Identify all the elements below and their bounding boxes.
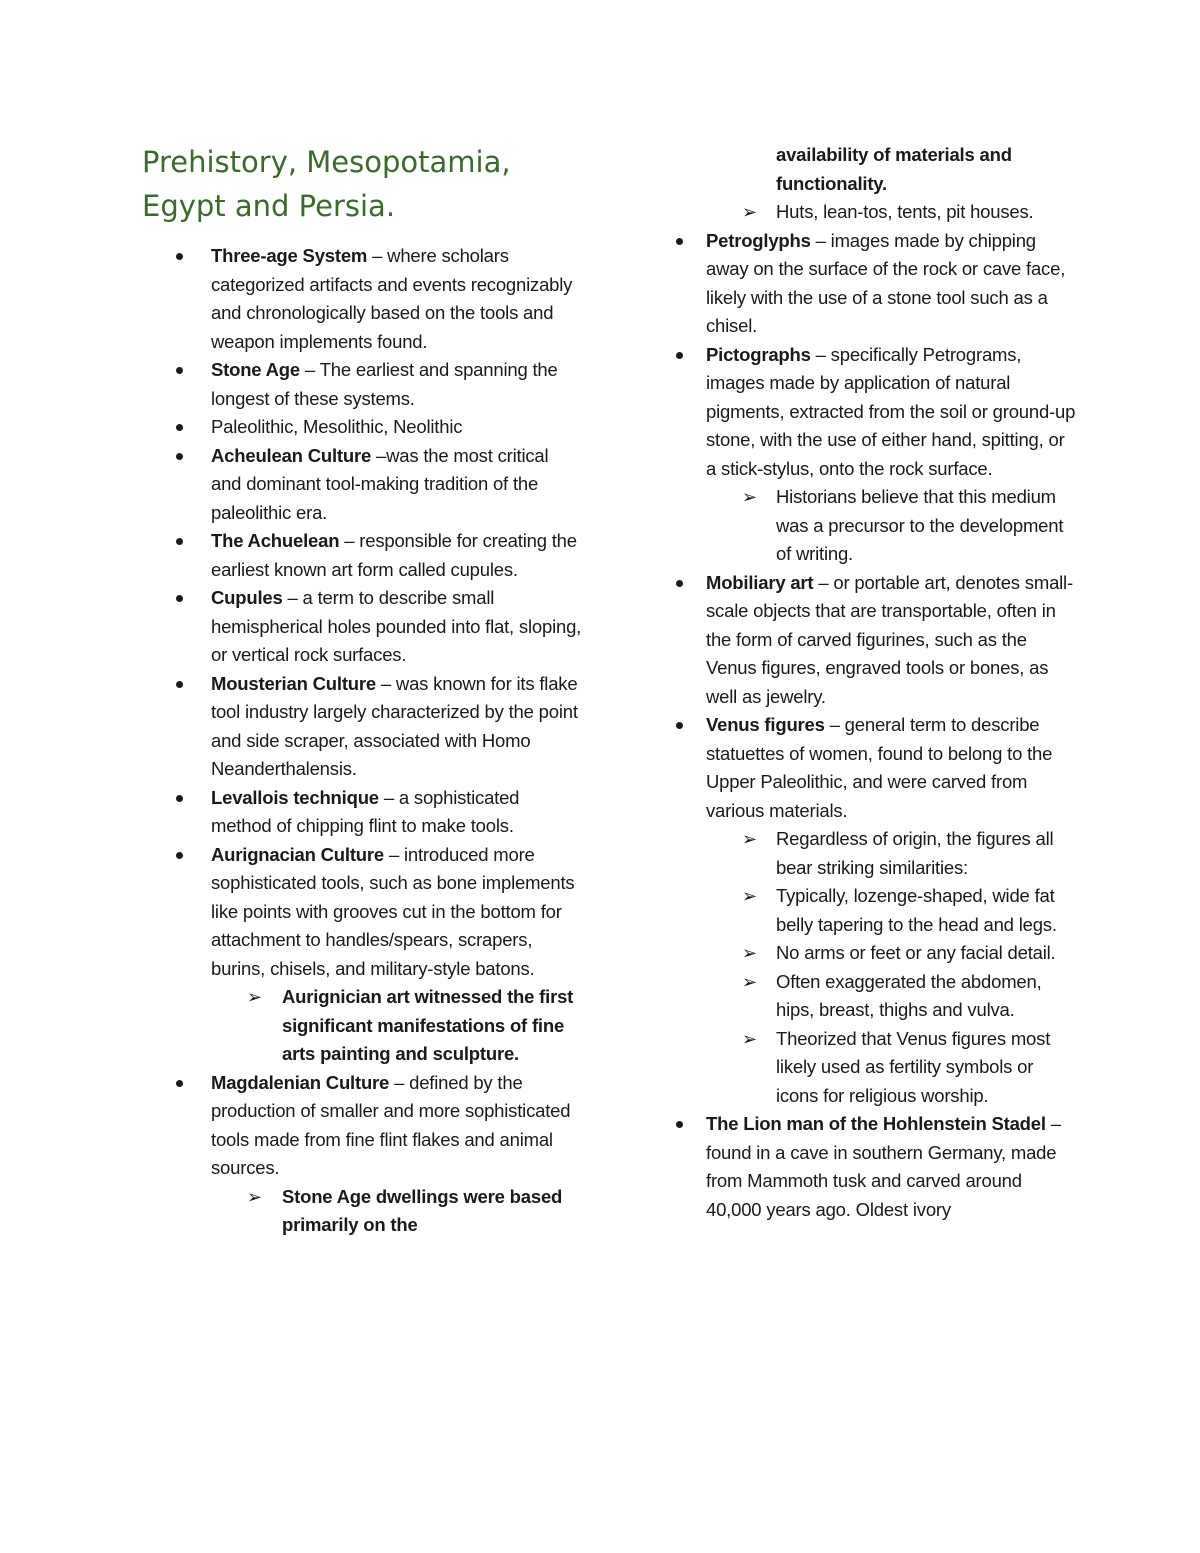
- list-item: [666, 227, 1076, 341]
- definition-text: – specifically Petrograms, images made by application of natural pigments, extracted from the soil or ground-up stone, with the use of either hand, spitting, or a stick-stylus, onto the rock surface.: [706, 343, 1076, 479]
- arrowhead-icon: ➢: [742, 971, 757, 992]
- list-item: [142, 584, 582, 670]
- term-label: The Achuelean: [211, 530, 340, 551]
- bullet-icon: [176, 681, 183, 688]
- sub-list-item: [666, 483, 1076, 569]
- list-item: [142, 670, 582, 784]
- sub-list-item: [666, 825, 1076, 882]
- definition-text: – or portable art, denotes small-scale objects that are transportable, often in the form of carved figurines, such as the Venus figures, engraved tools or bones, as well as jewelry.: [706, 571, 1073, 707]
- sub-list-item: [666, 882, 1076, 939]
- sub-item-text: Stone Age dwellings were based primarily on the: [282, 1185, 563, 1235]
- bullet-icon: [676, 722, 683, 729]
- arrowhead-icon: ➢: [742, 487, 757, 507]
- arrowhead-icon: ➢: [742, 1028, 757, 1049]
- left-column: [142, 140, 582, 1240]
- bullet-icon: [176, 367, 183, 374]
- definition-text: –was the most critical and dominant tool-making tradition of the paleolithic era.: [211, 444, 549, 523]
- definition-text: – was known for its flake tool industry largely characterized by the point and side scraper, associated with Homo Neanderthalensis.: [211, 672, 578, 779]
- bullet-icon: [676, 238, 683, 245]
- sub-item-text: Historians believe that this medium was a precursor to the development of writing.: [776, 486, 1064, 564]
- bullet-icon: [176, 795, 183, 802]
- definition-text: – where scholars categorized artifacts and events recognizably and chronologically based on the tools and weapon implements found.: [211, 245, 573, 352]
- definition-text: Paleolithic, Mesolithic, Neolithic: [211, 416, 463, 437]
- sub-list-item: [666, 1025, 1076, 1111]
- term-label: Pictographs: [706, 343, 811, 365]
- list-item: [666, 1110, 1076, 1224]
- term-label: Magdalenian Culture: [211, 1071, 390, 1093]
- list-item: [666, 569, 1076, 712]
- arrowhead-icon: ➢: [247, 987, 262, 1007]
- bullet-icon: [176, 424, 183, 431]
- bullet-icon: [676, 580, 683, 587]
- term-label: Stone Age: [211, 359, 300, 380]
- bullet-icon: [176, 253, 183, 260]
- term-label: Levallois technique: [211, 786, 379, 808]
- sub-list-item: [666, 968, 1076, 1025]
- bullet-icon: [176, 1080, 183, 1087]
- sub-list-item: [142, 983, 582, 1069]
- sub-item-text: No arms or feet or any facial detail.: [776, 942, 1056, 963]
- bullet-icon: [176, 852, 183, 859]
- sub-item-text: Typically, lozenge-shaped, wide fat belly tapering to the head and legs.: [776, 885, 1057, 935]
- sub-list-item: [142, 1183, 582, 1240]
- definition-text: – found in a cave in southern Germany, made from Mammoth tusk and carved around 40,000 years ago. Oldest ivory: [706, 1113, 1061, 1220]
- arrowhead-icon: ➢: [742, 829, 757, 849]
- list-item: [142, 242, 582, 356]
- definition-text: – general term to describe statuettes of women, found to belong to the Upper Paleolithic, and were carved from various materials.: [706, 714, 1053, 821]
- bullet-icon: [176, 595, 183, 602]
- sub-list-item: [666, 198, 1076, 227]
- arrowhead-icon: ➢: [742, 202, 757, 222]
- term-label: Aurignacian Culture: [211, 843, 384, 865]
- sub-item-text: Regardless of origin, the figures all bear striking similarities:: [776, 828, 1054, 878]
- bullet-icon: [676, 352, 683, 359]
- term-label: Mousterian Culture: [211, 672, 376, 694]
- list-item: [142, 784, 582, 841]
- term-label: The Lion man of the Hohlenstein Stadel: [706, 1113, 1046, 1134]
- sub-item-text: Theorized that Venus figures most likely used as fertility symbols or icons for religious worship.: [776, 1027, 1051, 1106]
- definition-text: – a term to describe small hemispherical holes pounded into flat, sloping, or vertical rock surfaces.: [211, 587, 582, 665]
- bullet-icon: [676, 1121, 683, 1128]
- document-title: Prehistory, Mesopotamia, Egypt and Persia.: [142, 145, 511, 223]
- sub-item-text: Huts, lean-tos, tents, pit houses.: [776, 201, 1034, 222]
- definition-text: – introduced more sophisticated tools, such as bone implements like points with grooves cut in the bottom for attachment to handles/spears, scrapers, burins, chisels, and military-style batons.: [211, 843, 575, 979]
- term-label: Petroglyphs: [706, 229, 811, 251]
- arrowhead-icon: ➢: [247, 1186, 262, 1207]
- continuation-text: availability of materials and functionality.: [776, 144, 1012, 194]
- sub-item-text: Aurignician art witnessed the first significant manifestations of fine arts painting and sculpture.: [282, 986, 574, 1064]
- list-item: [142, 442, 582, 528]
- sub-item-text: Often exaggerated the abdomen, hips, breast, thighs and vulva.: [776, 970, 1042, 1020]
- definition-text: – The earliest and spanning the longest of these systems.: [211, 359, 558, 409]
- list-item: [142, 1069, 582, 1183]
- list-item: [666, 341, 1076, 484]
- list-item: [142, 413, 582, 442]
- sub-list-item: [666, 939, 1076, 968]
- arrowhead-icon: ➢: [742, 943, 757, 963]
- term-label: Three-age System: [211, 245, 368, 266]
- right-column: [666, 141, 1076, 1224]
- list-item: [666, 711, 1076, 825]
- list-item: [142, 841, 582, 984]
- definition-text: – images made by chipping away on the surface of the rock or cave face, likely with the use of a stone tool such as a chisel.: [706, 229, 1066, 336]
- right-bullet-list: [666, 198, 1076, 1224]
- definition-text: – a sophisticated method of chipping flint to make tools.: [211, 786, 520, 836]
- term-label: Acheulean Culture: [211, 444, 372, 466]
- list-item: [142, 356, 582, 413]
- term-label: Mobiliary art: [706, 571, 814, 593]
- term-label: Cupules: [211, 587, 283, 608]
- bullet-icon: [176, 453, 183, 460]
- term-label: Venus figures: [706, 714, 825, 735]
- bullet-icon: [176, 538, 183, 545]
- list-item: [142, 527, 582, 584]
- left-bullet-list: [142, 242, 582, 1240]
- definition-text: – defined by the production of smaller and more sophisticated tools made from fine flint flakes and animal sources.: [211, 1071, 571, 1178]
- arrowhead-icon: ➢: [742, 886, 757, 906]
- definition-text: – responsible for creating the earliest known art form called cupules.: [211, 530, 577, 580]
